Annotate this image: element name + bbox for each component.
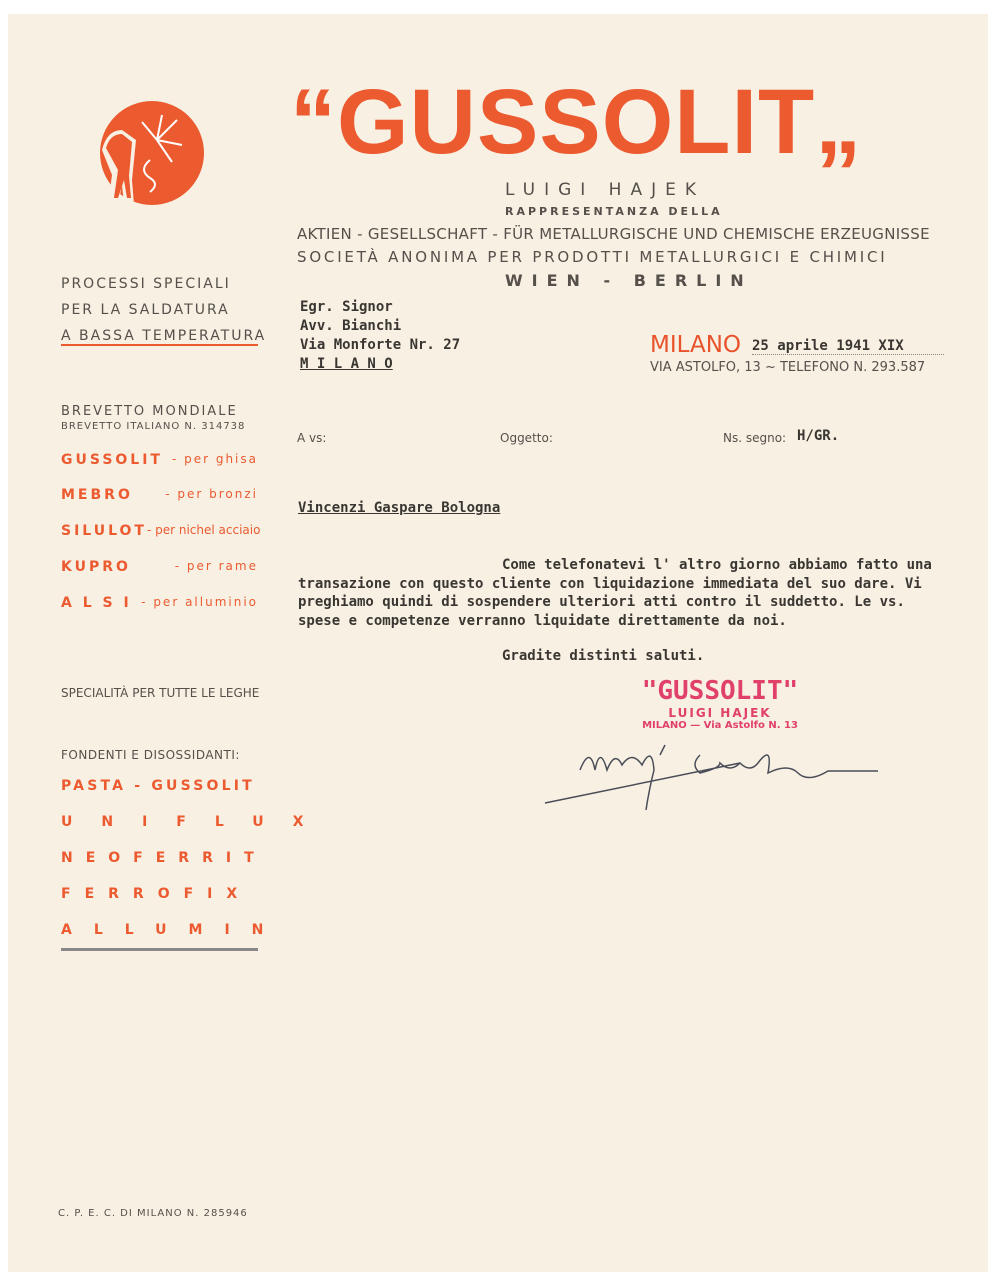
product-gussolit bbox=[61, 452, 258, 468]
company-italian: SOCIETÀ ANONIMA PER PRODOTTI METALLURGICI E CHIMICI bbox=[297, 248, 888, 266]
stamp-owner: LUIGI HAJEK bbox=[668, 706, 772, 720]
welder-logo-icon bbox=[92, 100, 207, 210]
product-use: - per alluminio bbox=[141, 595, 258, 609]
product-name: KUPRO bbox=[61, 559, 131, 575]
segno-value: H/GR. bbox=[797, 428, 840, 444]
brand-title: “GUSSOLIT„ bbox=[290, 71, 863, 173]
oggetto-label: Oggetto: bbox=[500, 431, 553, 445]
company-address: VIA ASTOLFO, 13 ~ TELEFONO N. 293.587 bbox=[650, 360, 926, 375]
avs-label: A vs: bbox=[297, 431, 327, 445]
city: MILANO bbox=[650, 332, 742, 358]
product-name: MEBRO bbox=[61, 487, 133, 503]
segno-label: Ns. segno: bbox=[723, 431, 787, 445]
owner-name: LUIGI HAJEK bbox=[505, 180, 705, 200]
recipient-line: Avv. Bianchi bbox=[300, 318, 402, 334]
company-stamp bbox=[600, 676, 840, 731]
product-name: GUSSOLIT bbox=[61, 452, 163, 468]
product-use: - per ghisa bbox=[171, 452, 258, 466]
product-name: SILULOT bbox=[61, 523, 147, 539]
patent-number: BREVETTO ITALIANO N. 314738 bbox=[61, 421, 246, 432]
flux-item: PASTA - GUSSOLIT bbox=[61, 778, 255, 794]
product-use: - per rame bbox=[174, 559, 258, 573]
recipient-address bbox=[300, 298, 460, 374]
specialty: SPECIALITÀ PER TUTTE LE LEGHE bbox=[61, 686, 260, 700]
recipient-line: Egr. Signor bbox=[300, 299, 393, 315]
stamp-address: MILANO — Via Astolfo N. 13 bbox=[642, 720, 798, 731]
process-text: PROCESSI SPECIALI bbox=[61, 276, 231, 292]
recipient-line: Via Monforte Nr. 27 bbox=[300, 337, 461, 353]
process-line: A BASSA TEMPERATURA bbox=[61, 328, 267, 344]
product-mebro bbox=[61, 487, 258, 503]
cities: WIEN - BERLIN bbox=[505, 271, 753, 290]
footer-registration: C. P. E. C. DI MILANO N. 285946 bbox=[58, 1208, 248, 1219]
flux-item: FERROFIX bbox=[61, 886, 252, 902]
flux-item: ALLUMIN bbox=[61, 922, 258, 951]
subject: Vincenzi Gaspare Bologna bbox=[298, 500, 501, 516]
flux-item: UNIFLUX bbox=[61, 814, 333, 830]
product-use: - per bronzi bbox=[165, 487, 258, 501]
product-use: - per nichel acciaio bbox=[146, 523, 261, 537]
closing: Gradite distinti saluti. bbox=[502, 648, 705, 664]
process-line: PER LA SALDATURA bbox=[61, 302, 230, 318]
product-silulot bbox=[61, 523, 261, 539]
patent-title: BREVETTO MONDIALE bbox=[61, 404, 238, 419]
process-line bbox=[61, 276, 258, 292]
recipient-line: M I L A N O bbox=[300, 356, 393, 372]
letter-date: 25 aprile 1941 XIX bbox=[752, 338, 944, 355]
company-german: AKTIEN - GESELLSCHAFT - FÜR METALLURGISCHE UND CHEMISCHE ERZEUGNISSE bbox=[297, 225, 930, 243]
flux-item: NEOFERRIT bbox=[61, 850, 267, 866]
fluxes-title: FONDENTI E DISOSSIDANTI: bbox=[61, 748, 240, 762]
stamp-brand: "GUSSOLIT" bbox=[641, 676, 799, 706]
product-name: A L S I bbox=[61, 595, 132, 611]
product-alsi bbox=[61, 595, 258, 611]
signature bbox=[540, 735, 920, 810]
letter-body: Come telefonatevi l' altro giorno abbiamo fatto una transazione con questo cliente con liquidazione immediata del suo dare. Vi preghiamo quindi di sospendere ulteriori atti contro il suddetto. Le vs. spese e competenze verranno liquidate direttamente da noi. bbox=[298, 557, 932, 629]
representation: RAPPRESENTANZA DELLA bbox=[505, 205, 723, 218]
product-kupro bbox=[61, 559, 258, 575]
